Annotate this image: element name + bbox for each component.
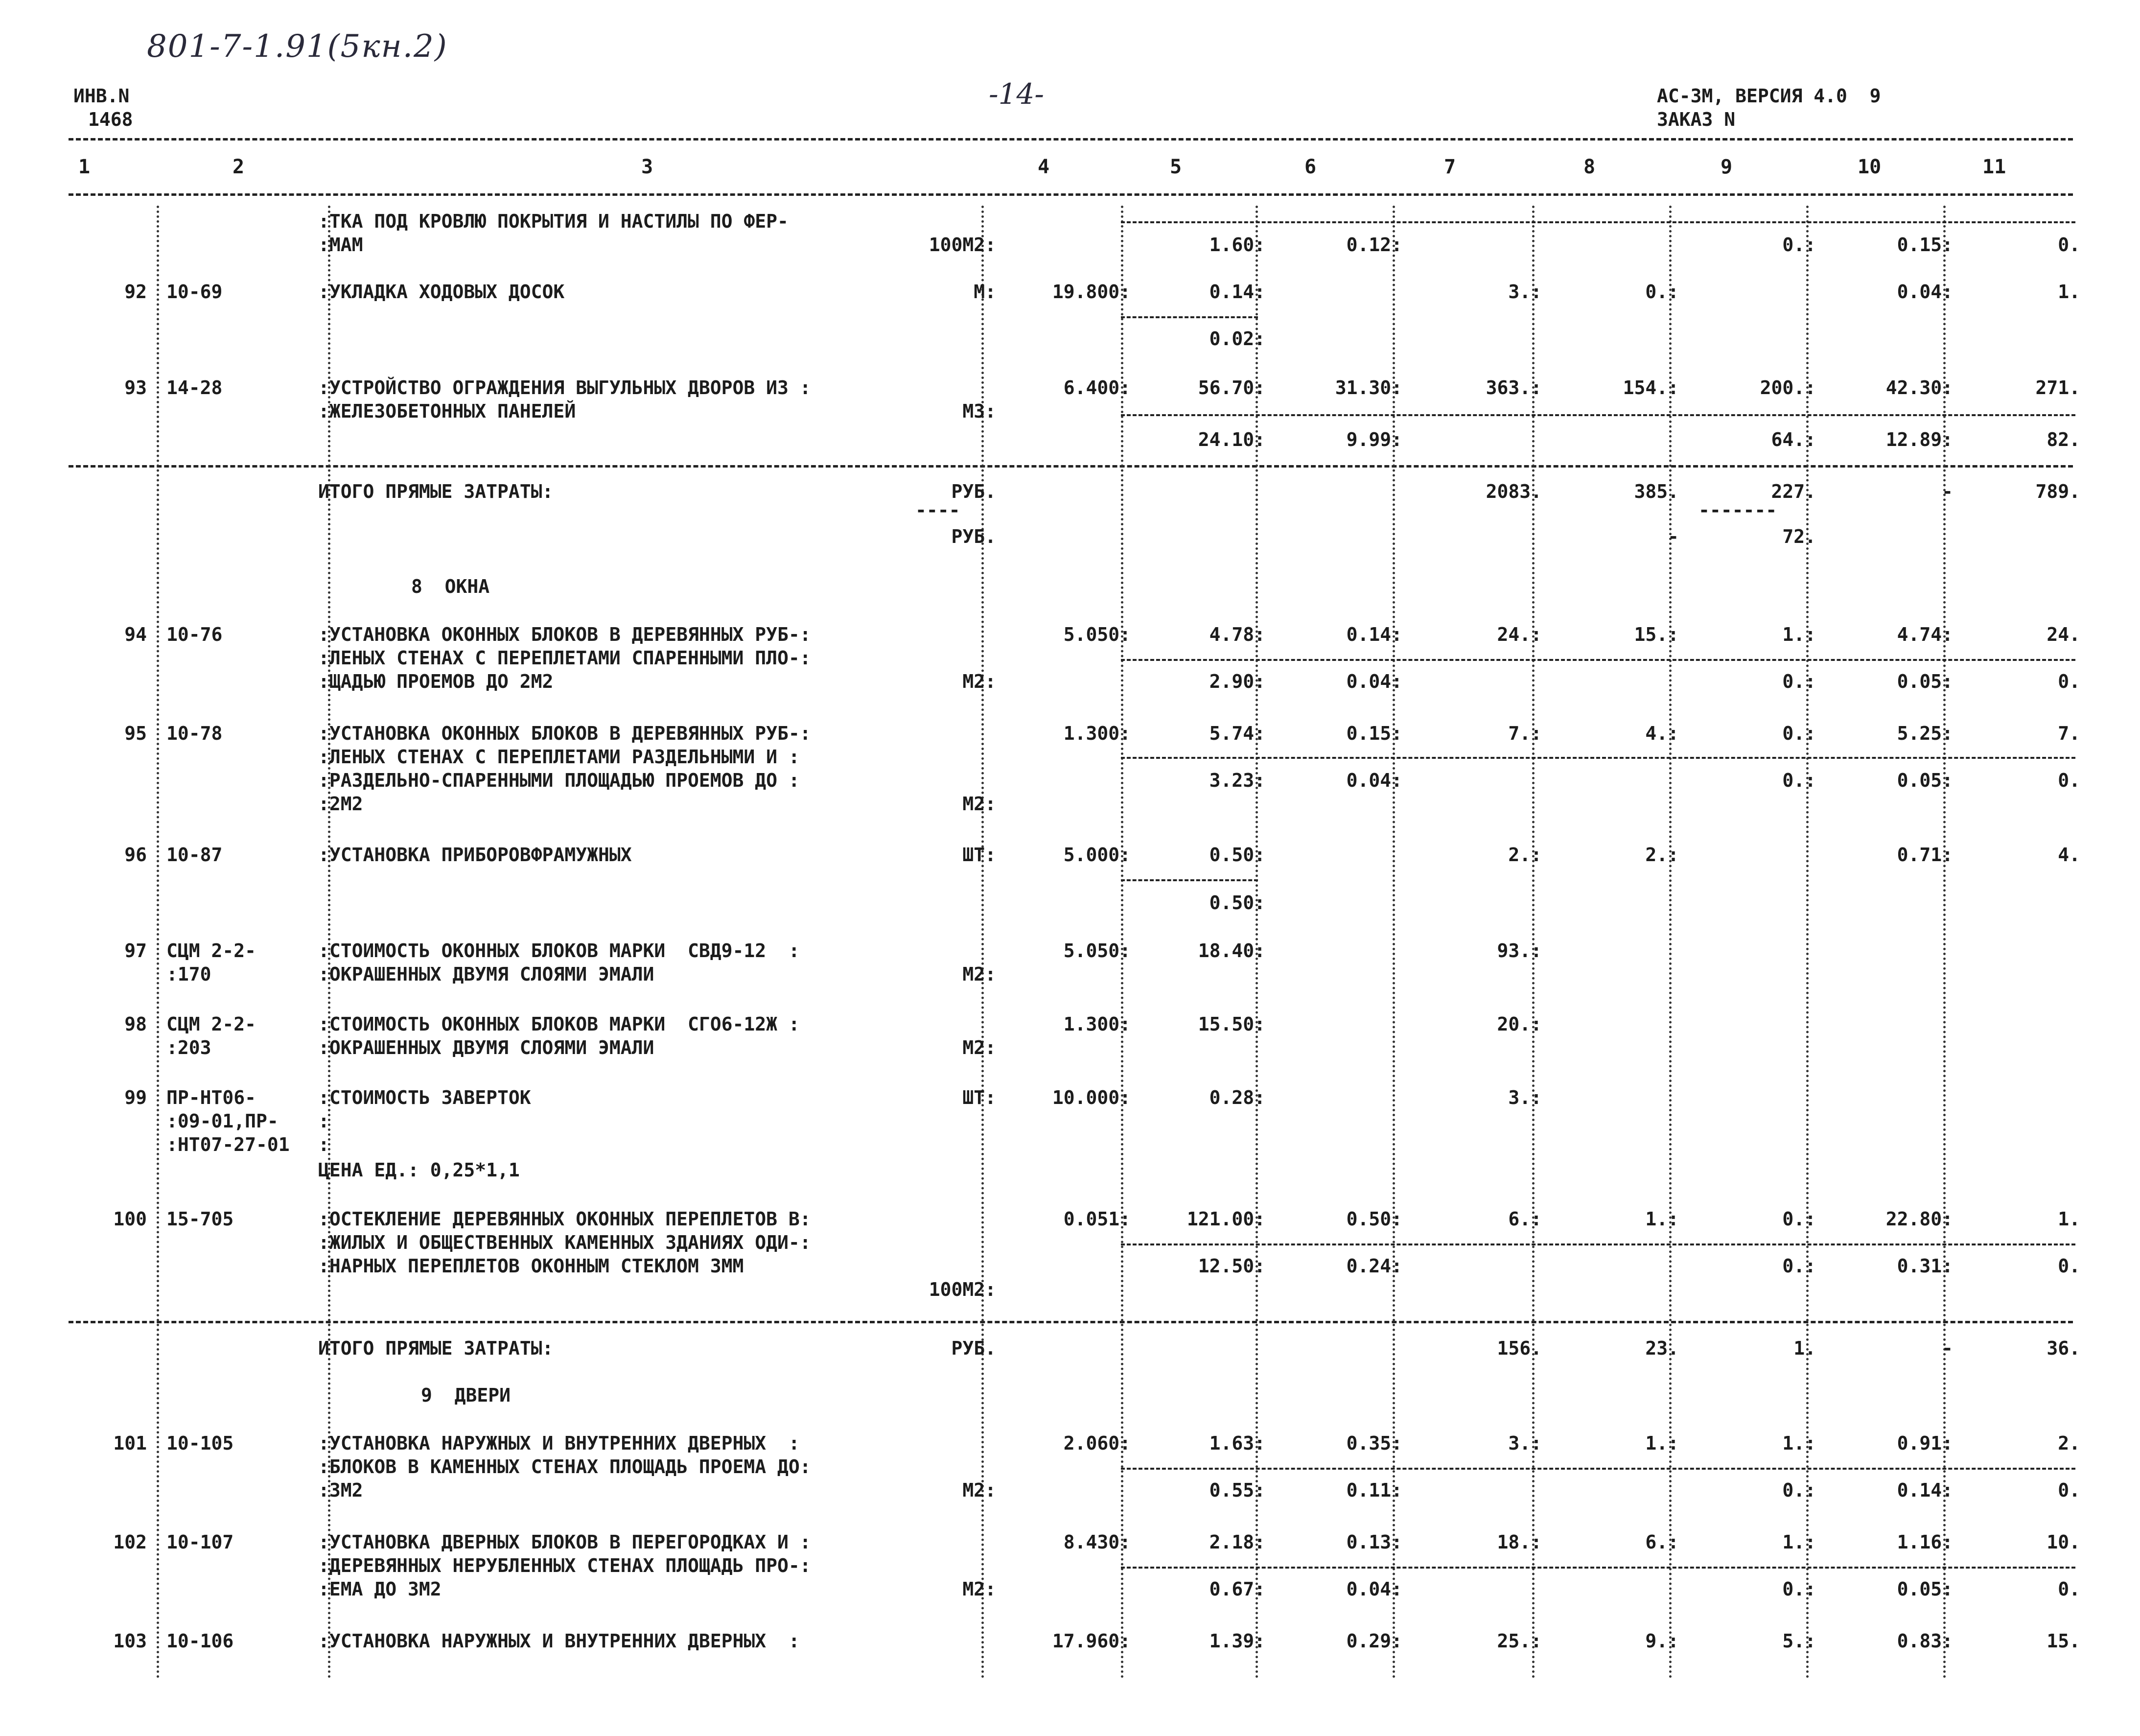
cell-c5: 18.40: xyxy=(1198,940,1265,962)
order-label: ЗАКАЗ N xyxy=(1657,109,1736,130)
cell-c7: 20.: xyxy=(1497,1013,1542,1035)
table-row xyxy=(0,623,2140,646)
table-row xyxy=(0,1158,2140,1182)
cell-c10: 5.25: xyxy=(1897,723,1953,744)
cell-unit: М2: xyxy=(962,963,996,985)
col-number-11: 11 xyxy=(1982,156,2006,178)
table-row xyxy=(0,962,2140,986)
cell-c10: 0.71: xyxy=(1897,844,1953,866)
short-dash-rule: ---- xyxy=(915,499,960,521)
cell-c6: 0.24: xyxy=(1346,1255,1402,1277)
cell-c1: 93 xyxy=(124,377,147,399)
table-row xyxy=(0,210,2140,233)
cell-c3: :ОКРАШЕННЫХ ДВУМЯ СЛОЯМИ ЭМАЛИ xyxy=(318,1037,654,1058)
cell-c9: 1. xyxy=(1793,1337,1816,1359)
table-row xyxy=(0,1231,2140,1254)
cell-c10: 42.30: xyxy=(1885,377,1953,399)
cell-c6: 0.12: xyxy=(1346,234,1402,256)
cell-c5: 0.67: xyxy=(1209,1578,1265,1600)
cell-c9: 0.: xyxy=(1782,770,1816,791)
cell-c3: :ОСТЕКЛЕНИЕ ДЕРЕВЯННЫХ ОКОННЫХ ПЕРЕПЛЕТОВ В: xyxy=(318,1208,811,1230)
cell-c2: :НТ07-27-01 xyxy=(166,1134,290,1155)
cell-c3: :ЖИЛЫХ И ОБЩЕСТВЕННЫХ КАМЕННЫХ ЗДАНИЯХ ОДИ-: xyxy=(318,1232,811,1253)
cell-unit: М3: xyxy=(962,400,996,422)
cell-c4: 5.050: xyxy=(1063,940,1131,962)
cell-c2: 14-28 xyxy=(166,377,223,399)
cell-c3: :УСТАНОВКА ОКОННЫХ БЛОКОВ В ДЕРЕВЯННЫХ РУБ-: xyxy=(318,723,811,744)
col-number-2: 2 xyxy=(233,156,245,178)
cell-c5: 0.02: xyxy=(1209,328,1265,350)
cell-c8: 15.: xyxy=(1634,624,1679,645)
col-number-5: 5 xyxy=(1170,156,1182,178)
cell-c11: 15. xyxy=(2047,1630,2080,1652)
cell-c5: 5.74: xyxy=(1209,723,1265,744)
cell-c3: :ЛЕНЫХ СТЕНАХ С ПЕРЕПЛЕТАМИ СПАРЕННЫМИ ПЛО-: xyxy=(318,647,811,669)
cell-c8: 1.: xyxy=(1645,1208,1679,1230)
cell-c11: 0. xyxy=(2058,1578,2080,1600)
cell-c10: 22.80: xyxy=(1885,1208,1953,1230)
cell-c6: 0.14: xyxy=(1346,624,1402,645)
cell-c9: 227. xyxy=(1771,481,1816,502)
cell-unit: М2: xyxy=(962,1479,996,1501)
cell-c6: 0.04: xyxy=(1346,1578,1402,1600)
cell-c3: :УСТАНОВКА ПРИБОРОВФРАМУЖНЫХ xyxy=(318,844,632,866)
cell-c3: :БЛОКОВ В КАМЕННЫХ СТЕНАХ ПЛОЩАДЬ ПРОЕМА ДО: xyxy=(318,1456,811,1478)
cell-c3: :СТОИМОСТЬ ЗАВЕРТОК xyxy=(318,1087,531,1108)
cell-c1: 98 xyxy=(124,1013,147,1035)
cell-c4: 0.051: xyxy=(1063,1208,1131,1230)
cell-c7: 2.: xyxy=(1508,844,1542,866)
cell-unit: РУБ. xyxy=(951,1337,996,1359)
cell-c8: 1.: xyxy=(1645,1432,1679,1454)
cell-c3: :ДЕРЕВЯННЫХ НЕРУБЛЕННЫХ СТЕНАХ ПЛОЩАДЬ ПРО-: xyxy=(318,1555,811,1576)
cell-c5: 2.90: xyxy=(1209,671,1265,692)
cell-c6: 0.35: xyxy=(1346,1432,1402,1454)
cell-c9: 1.: xyxy=(1782,1531,1816,1553)
col-number-7: 7 xyxy=(1444,156,1456,178)
cell-c5: 15.50: xyxy=(1198,1013,1265,1035)
cell-c9: 0.: xyxy=(1782,1479,1816,1501)
section-heading-doors: 9 ДВЕРИ xyxy=(421,1384,511,1406)
cell-c7: 3.: xyxy=(1508,281,1542,303)
cell-c6: 0.50: xyxy=(1346,1208,1402,1230)
cell-c10: 0.04: xyxy=(1897,281,1953,303)
cell-c2: СЦМ 2-2- xyxy=(166,940,256,962)
cell-c10: 0.05: xyxy=(1897,1578,1953,1600)
table-row xyxy=(0,428,2140,451)
cell-c5: 121.00: xyxy=(1186,1208,1265,1230)
cell-c3: ЦЕНА ЕД.: 0,25*1,1 xyxy=(318,1159,520,1181)
table-row xyxy=(0,1629,2140,1653)
table-row xyxy=(0,1478,2140,1502)
cell-c10: 0.15: xyxy=(1897,234,1953,256)
cell-c1: 94 xyxy=(124,624,147,645)
table-row xyxy=(0,745,2140,769)
inventory-number: 1468 xyxy=(88,109,133,130)
cell-c2: 10-107 xyxy=(166,1531,234,1553)
cell-c6: 0.13: xyxy=(1346,1531,1402,1553)
table-row xyxy=(0,1278,2140,1301)
cell-c1: 92 xyxy=(124,281,147,303)
program-version: АС-3М, ВЕРСИЯ 4.0 9 xyxy=(1657,85,1881,107)
cell-c6: 0.15: xyxy=(1346,723,1402,744)
cell-c5: 0.50: xyxy=(1209,892,1265,914)
cell-c10: 1.16: xyxy=(1897,1531,1953,1553)
cell-c5: 3.23: xyxy=(1209,770,1265,791)
cell-c11: 0. xyxy=(2058,1479,2080,1501)
cell-c3: :ОКРАШЕННЫХ ДВУМЯ СЛОЯМИ ЭМАЛИ xyxy=(318,963,654,985)
cell-c11: 1. xyxy=(2058,1208,2080,1230)
cell-unit: РУБ. xyxy=(951,526,996,547)
cell-unit: М: xyxy=(974,281,996,303)
cell-c8: 9.: xyxy=(1645,1630,1679,1652)
table-row xyxy=(0,1554,2140,1577)
table-row xyxy=(0,1086,2140,1109)
cell-c11: 7. xyxy=(2058,723,2080,744)
cell-c3: : xyxy=(318,1134,329,1155)
cell-c2: СЦМ 2-2- xyxy=(166,1013,256,1035)
cell-c4: 8.430: xyxy=(1063,1531,1131,1553)
cell-c7: 93.: xyxy=(1497,940,1542,962)
cell-c10: - xyxy=(1942,481,1953,502)
col-number-6: 6 xyxy=(1304,156,1317,178)
cell-c9: 0.: xyxy=(1782,1208,1816,1230)
cell-c1: 102 xyxy=(113,1531,147,1553)
cell-c4: 10.000: xyxy=(1052,1087,1131,1108)
cell-c3: :УСТАНОВКА НАРУЖНЫХ И ВНУТРЕННИХ ДВЕРНЫХ : xyxy=(318,1432,800,1454)
cell-c6: 9.99: xyxy=(1346,429,1402,450)
cell-c11: 271. xyxy=(2035,377,2080,399)
cell-unit: М2: xyxy=(962,1578,996,1600)
cell-c6: 31.30: xyxy=(1335,377,1402,399)
cell-c11: 36. xyxy=(2047,1337,2080,1359)
cell-c8: 23. xyxy=(1645,1337,1679,1359)
cell-c3: :УСТАНОВКА ОКОННЫХ БЛОКОВ В ДЕРЕВЯННЫХ РУБ-: xyxy=(318,624,811,645)
cell-c10: 12.89: xyxy=(1885,429,1953,450)
table-row xyxy=(0,399,2140,423)
cell-c4: 2.060: xyxy=(1063,1432,1131,1454)
cell-unit: 100М2: xyxy=(929,1279,996,1300)
col-number-3: 3 xyxy=(641,156,653,178)
cell-c9: 64.: xyxy=(1771,429,1816,450)
cell-c1: 103 xyxy=(113,1630,147,1652)
cell-c10: - xyxy=(1942,1337,1953,1359)
table-row xyxy=(0,939,2140,962)
cell-c10: 0.31: xyxy=(1897,1255,1953,1277)
cell-c8: 154.: xyxy=(1623,377,1679,399)
table-row xyxy=(0,1530,2140,1554)
cell-c8: 0.: xyxy=(1645,281,1679,303)
cell-c1: 101 xyxy=(113,1432,147,1454)
table-row xyxy=(0,1133,2140,1156)
cell-c5: 12.50: xyxy=(1198,1255,1265,1277)
cell-c3: : xyxy=(318,1110,329,1132)
cell-c9: 0.: xyxy=(1782,234,1816,256)
cell-c3: ИТОГО ПРЯМЫЕ ЗАТРАТЫ: xyxy=(318,481,554,502)
table-row xyxy=(0,891,2140,915)
cell-c3: :3М2 xyxy=(318,1479,363,1501)
cell-c7: 18.: xyxy=(1497,1531,1542,1553)
cell-c11: 789. xyxy=(2035,481,2080,502)
cell-c10: 0.05: xyxy=(1897,770,1953,791)
cell-c8: 6.: xyxy=(1645,1531,1679,1553)
cell-c5: 1.39: xyxy=(1209,1630,1265,1652)
cell-c9: 1.: xyxy=(1782,1432,1816,1454)
cell-c7: 156. xyxy=(1497,1337,1542,1359)
cell-c3: :ЕМА ДО 3М2 xyxy=(318,1578,442,1600)
table-row xyxy=(0,670,2140,693)
cell-c4: 17.960: xyxy=(1052,1630,1131,1652)
cell-c6: 0.29: xyxy=(1346,1630,1402,1652)
cell-c11: 0. xyxy=(2058,671,2080,692)
cell-c3: :УСТРОЙСТВО ОГРАЖДЕНИЯ ВЫГУЛЬНЫХ ДВОРОВ ИЗ : xyxy=(318,377,811,399)
cell-c2: 10-69 xyxy=(166,281,223,303)
cell-c5: 4.78: xyxy=(1209,624,1265,645)
cell-unit: М2: xyxy=(962,1037,996,1058)
table-row xyxy=(0,792,2140,816)
cell-c2: 10-105 xyxy=(166,1432,234,1454)
cell-c7: 363.: xyxy=(1486,377,1542,399)
cell-c5: 56.70: xyxy=(1198,377,1265,399)
cell-c3: :СТОИМОСТЬ ОКОННЫХ БЛОКОВ МАРКИ СГО6-12Ж : xyxy=(318,1013,800,1035)
cell-c4: 1.300: xyxy=(1063,1013,1131,1035)
cell-c7: 3.: xyxy=(1508,1087,1542,1108)
cell-unit: ШТ: xyxy=(962,844,996,866)
table-row xyxy=(0,646,2140,670)
cell-c6: 0.04: xyxy=(1346,770,1402,791)
cell-c5: 1.60: xyxy=(1209,234,1265,256)
cell-c7: 7.: xyxy=(1508,723,1542,744)
table-row xyxy=(0,1431,2140,1455)
cell-c11: 1. xyxy=(2058,281,2080,303)
cell-c9: 0.: xyxy=(1782,1578,1816,1600)
cell-c3: :СТОИМОСТЬ ОКОННЫХ БЛОКОВ МАРКИ СВД9-12 : xyxy=(318,940,800,962)
cell-c11: 0. xyxy=(2058,1255,2080,1277)
cell-c3: :НАРНЫХ ПЕРЕПЛЕТОВ ОКОННЫМ СТЕКЛОМ 3ММ xyxy=(318,1255,744,1277)
cell-c9: 0.: xyxy=(1782,671,1816,692)
cell-c9: 5.: xyxy=(1782,1630,1816,1652)
cell-c2: :09-01,ПР- xyxy=(166,1110,279,1132)
table-row xyxy=(0,376,2140,399)
cell-c11: 82. xyxy=(2047,429,2080,450)
cell-c7: 24.: xyxy=(1497,624,1542,645)
cell-c7: 6.: xyxy=(1508,1208,1542,1230)
table-row xyxy=(0,1207,2140,1231)
col-number-10: 10 xyxy=(1858,156,1882,178)
cell-c10: 0.05: xyxy=(1897,671,1953,692)
cell-c5: 0.55: xyxy=(1209,1479,1265,1501)
cell-c2: 10-78 xyxy=(166,723,223,744)
cell-c11: 10. xyxy=(2047,1531,2080,1553)
cell-c2: 10-87 xyxy=(166,844,223,866)
cell-c8: 2.: xyxy=(1645,844,1679,866)
table-row xyxy=(0,480,2140,503)
cell-unit: М2: xyxy=(962,671,996,692)
cell-c11: 24. xyxy=(2047,624,2080,645)
cell-c4: 6.400: xyxy=(1063,377,1131,399)
cell-c7: 3.: xyxy=(1508,1432,1542,1454)
cell-c9: 200.: xyxy=(1760,377,1816,399)
col-number-8: 8 xyxy=(1583,156,1596,178)
cell-c2: 15-705 xyxy=(166,1208,234,1230)
cell-c11: 2. xyxy=(2058,1432,2080,1454)
cell-c6: 0.04: xyxy=(1346,671,1402,692)
cell-unit: М2: xyxy=(962,793,996,815)
cell-c3: :ЩАДЬЮ ПРОЕМОВ ДО 2М2 xyxy=(318,671,554,692)
cell-c5: 0.50: xyxy=(1209,844,1265,866)
page-number: -14- xyxy=(989,77,1044,111)
cell-c4: 5.000: xyxy=(1063,844,1131,866)
cell-c11: 4. xyxy=(2058,844,2080,866)
col-number-9: 9 xyxy=(1721,156,1733,178)
table-row xyxy=(0,233,2140,257)
inventory-label: ИНВ.N xyxy=(73,85,130,107)
table-row xyxy=(0,1012,2140,1036)
cell-c2: :170 xyxy=(166,963,211,985)
cell-c8: - xyxy=(1668,526,1679,547)
cell-c1: 99 xyxy=(124,1087,147,1108)
cell-c2: 10-76 xyxy=(166,624,223,645)
table-row xyxy=(0,1455,2140,1478)
cell-c3: :ЖЕЛЕЗОБЕТОННЫХ ПАНЕЛЕЙ xyxy=(318,400,576,422)
cell-c10: 0.83: xyxy=(1897,1630,1953,1652)
table-row xyxy=(0,327,2140,351)
cell-c4: 1.300: xyxy=(1063,723,1131,744)
cell-c3: :ЛЕНЫХ СТЕНАХ С ПЕРЕПЛЕТАМИ РАЗДЕЛЬНЫМИ И : xyxy=(318,746,800,768)
col-number-1: 1 xyxy=(78,156,91,178)
cell-c4: 19.800: xyxy=(1052,281,1131,303)
cell-c5: 24.10: xyxy=(1198,429,1265,450)
cell-c5: 0.28: xyxy=(1209,1087,1265,1108)
cell-c3: :2М2 xyxy=(318,793,363,815)
cell-c1: 100 xyxy=(113,1208,147,1230)
cell-c6: 0.11: xyxy=(1346,1479,1402,1501)
cell-c3: :МАМ xyxy=(318,234,363,256)
cell-c1: 97 xyxy=(124,940,147,962)
table-row xyxy=(0,525,2140,548)
cell-c2: :203 xyxy=(166,1037,211,1058)
cell-c8: 4.: xyxy=(1645,723,1679,744)
cell-c10: 4.74: xyxy=(1897,624,1953,645)
cell-unit: 100М2: xyxy=(929,234,996,256)
table-row xyxy=(0,843,2140,867)
cell-c11: 0. xyxy=(2058,770,2080,791)
col-number-4: 4 xyxy=(1038,156,1050,178)
table-row xyxy=(0,280,2140,304)
cell-c1: 95 xyxy=(124,723,147,744)
cell-c8: 385. xyxy=(1634,481,1679,502)
cell-c3: :РАЗДЕЛЬНО-СПАРЕННЫМИ ПЛОЩАДЬЮ ПРОЕМОВ ДО : xyxy=(318,770,800,791)
table-row xyxy=(0,722,2140,745)
table-row xyxy=(0,1337,2140,1360)
cell-c3: :УКЛАДКА ХОДОВЫХ ДОСОК xyxy=(318,281,565,303)
cell-c9: 0.: xyxy=(1782,1255,1816,1277)
cell-c3: :УСТАНОВКА НАРУЖНЫХ И ВНУТРЕННИХ ДВЕРНЫХ : xyxy=(318,1630,800,1652)
cell-c2: ПР-НТ06- xyxy=(166,1087,256,1108)
cell-c3: ИТОГО ПРЯМЫЕ ЗАТРАТЫ: xyxy=(318,1337,554,1359)
cell-c3: :УСТАНОВКА ДВЕРНЫХ БЛОКОВ В ПЕРЕГОРОДКАХ И : xyxy=(318,1531,811,1553)
cell-unit: ШТ: xyxy=(962,1087,996,1108)
cell-c10: 0.91: xyxy=(1897,1432,1953,1454)
table-row xyxy=(0,769,2140,792)
cell-c10: 0.14: xyxy=(1897,1479,1953,1501)
section-heading-windows: 8 ОКНА xyxy=(411,576,490,597)
table-row xyxy=(0,1254,2140,1278)
cell-c9: 72. xyxy=(1782,526,1816,547)
cell-c7: 2083. xyxy=(1486,481,1542,502)
handwritten-document-code: 801-7-1.91(5кн.2) xyxy=(147,28,448,65)
table-row xyxy=(0,1036,2140,1059)
cell-c2: 10-106 xyxy=(166,1630,234,1652)
table-row xyxy=(0,1109,2140,1133)
cell-unit: РУБ. xyxy=(951,481,996,502)
cell-c9: 0.: xyxy=(1782,723,1816,744)
cell-c5: 1.63: xyxy=(1209,1432,1265,1454)
cell-c11: 0. xyxy=(2058,234,2080,256)
cell-c9: 1.: xyxy=(1782,624,1816,645)
cell-c5: 2.18: xyxy=(1209,1531,1265,1553)
cell-c3: :ТКА ПОД КРОВЛЮ ПОКРЫТИЯ И НАСТИЛЫ ПО ФЕР- xyxy=(318,211,789,232)
table-row xyxy=(0,1577,2140,1601)
cell-c5: 0.14: xyxy=(1209,281,1265,303)
cell-c7: 25.: xyxy=(1497,1630,1542,1652)
cell-c1: 96 xyxy=(124,844,147,866)
cell-c4: 5.050: xyxy=(1063,624,1131,645)
medium-dash-rule: ------- xyxy=(1698,499,1777,521)
